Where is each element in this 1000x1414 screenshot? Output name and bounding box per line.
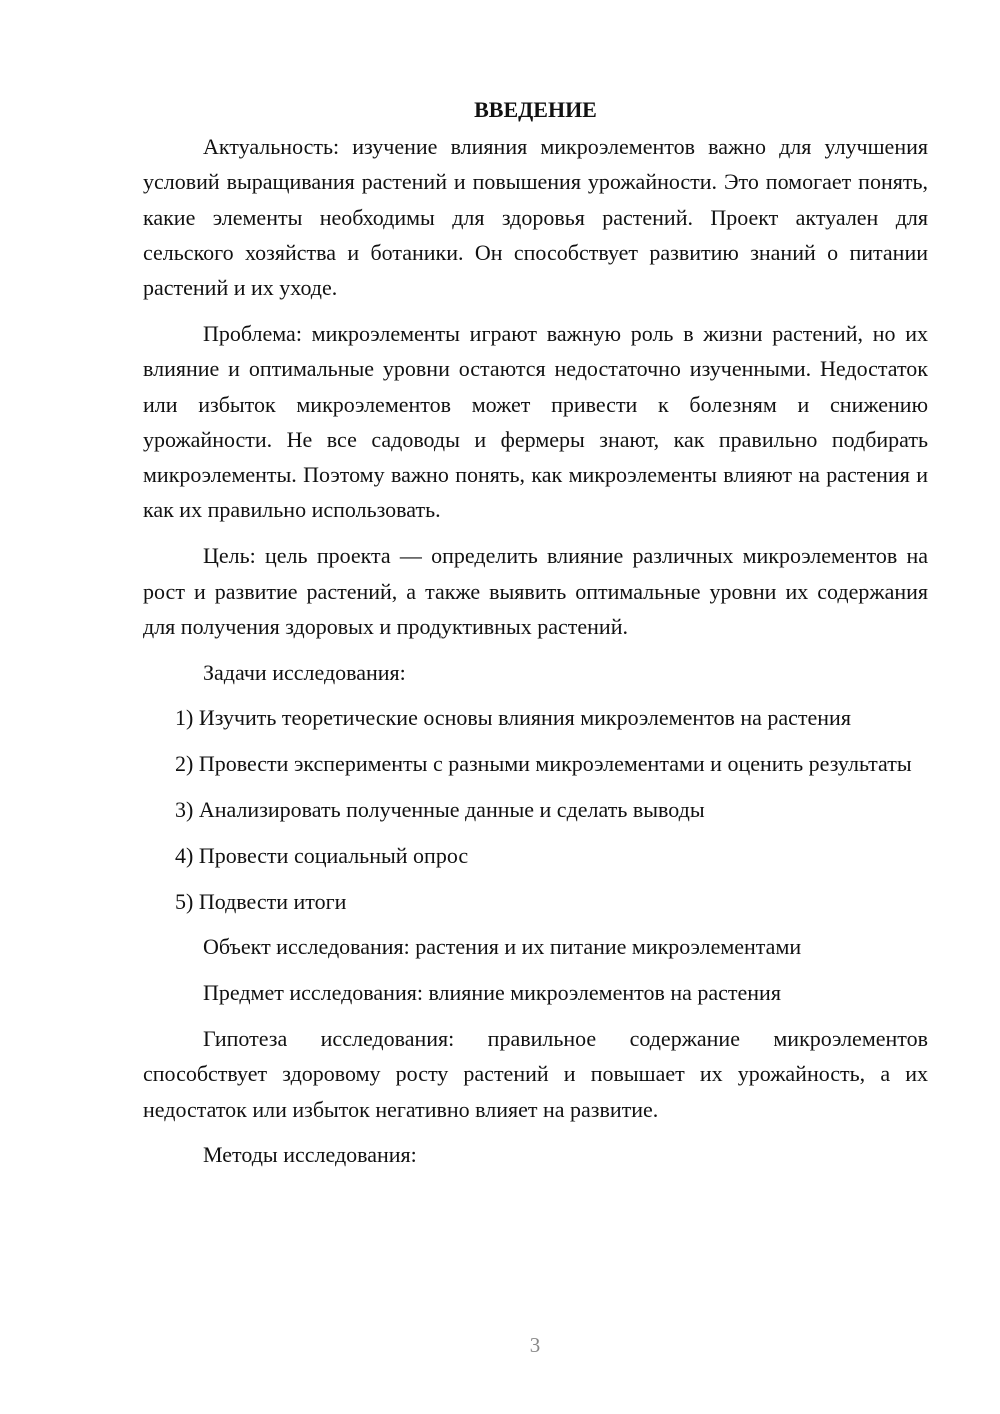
paragraph-problem: Проблема: микроэлементы играют важную роль в жизни растений, но их влияние и оптимальные уровни остаются недостаточно изученными. Недостаток или избыток микроэлементов может привести к болезням и снижению урожайности. Не все садоводы и фермеры знают, как правильно подбирать микроэлементы. Поэтому важно понять, как микроэлементы влияют на растения и как их правильно использовать.: [143, 320, 928, 523]
section-title: ВВЕДЕНИЕ: [474, 97, 597, 122]
page-content: [143, 92, 928, 1183]
task-item-1: 1) Изучить теоретические основы влияния микроэлементов на растения: [175, 705, 851, 731]
task-item-4: 4) Провести социальный опрос: [175, 842, 469, 868]
paragraph-relevance: Актуальность: изучение влияния микроэлементов важно для улучшения условий выращивания растений и повышения урожайности. Это помогает понять, какие элементы необходимы для здоровья растений. Проект актуален для сельского хозяйства и ботаники. Он способствует развитию знаний о питании растений и их уходе.: [143, 134, 928, 301]
paragraph-tasks-heading: Задачи исследования:: [203, 659, 406, 685]
task-item-2: 2) Провести эксперименты с разными микроэлементами и оценить результаты: [175, 751, 912, 777]
paragraph-goal: Цель: цель проекта — определить влияние различных микроэлементов на рост и развитие растений, а также выявить оптимальные уровни их содержания для получения здоровых и продуктивных растений.: [143, 543, 928, 639]
paragraph-methods: Методы исследования:: [203, 1142, 417, 1168]
task-item-5: 5) Подвести итоги: [175, 888, 347, 914]
task-item-3: 3) Анализировать полученные данные и сделать выводы: [175, 797, 705, 823]
page-number: 3: [529, 1333, 541, 1357]
paragraph-subject: Предмет исследования: влияние микроэлементов на растения: [203, 980, 781, 1006]
paragraph-object: Объект исследования: растения и их питание микроэлементами: [203, 934, 802, 960]
paragraph-hypothesis: Гипотеза исследования: правильное содержание микроэлементов способствует здоровому росту растений и повышает их урожайность, а их недостаток или избыток негативно влияет на развитие.: [143, 1026, 928, 1122]
